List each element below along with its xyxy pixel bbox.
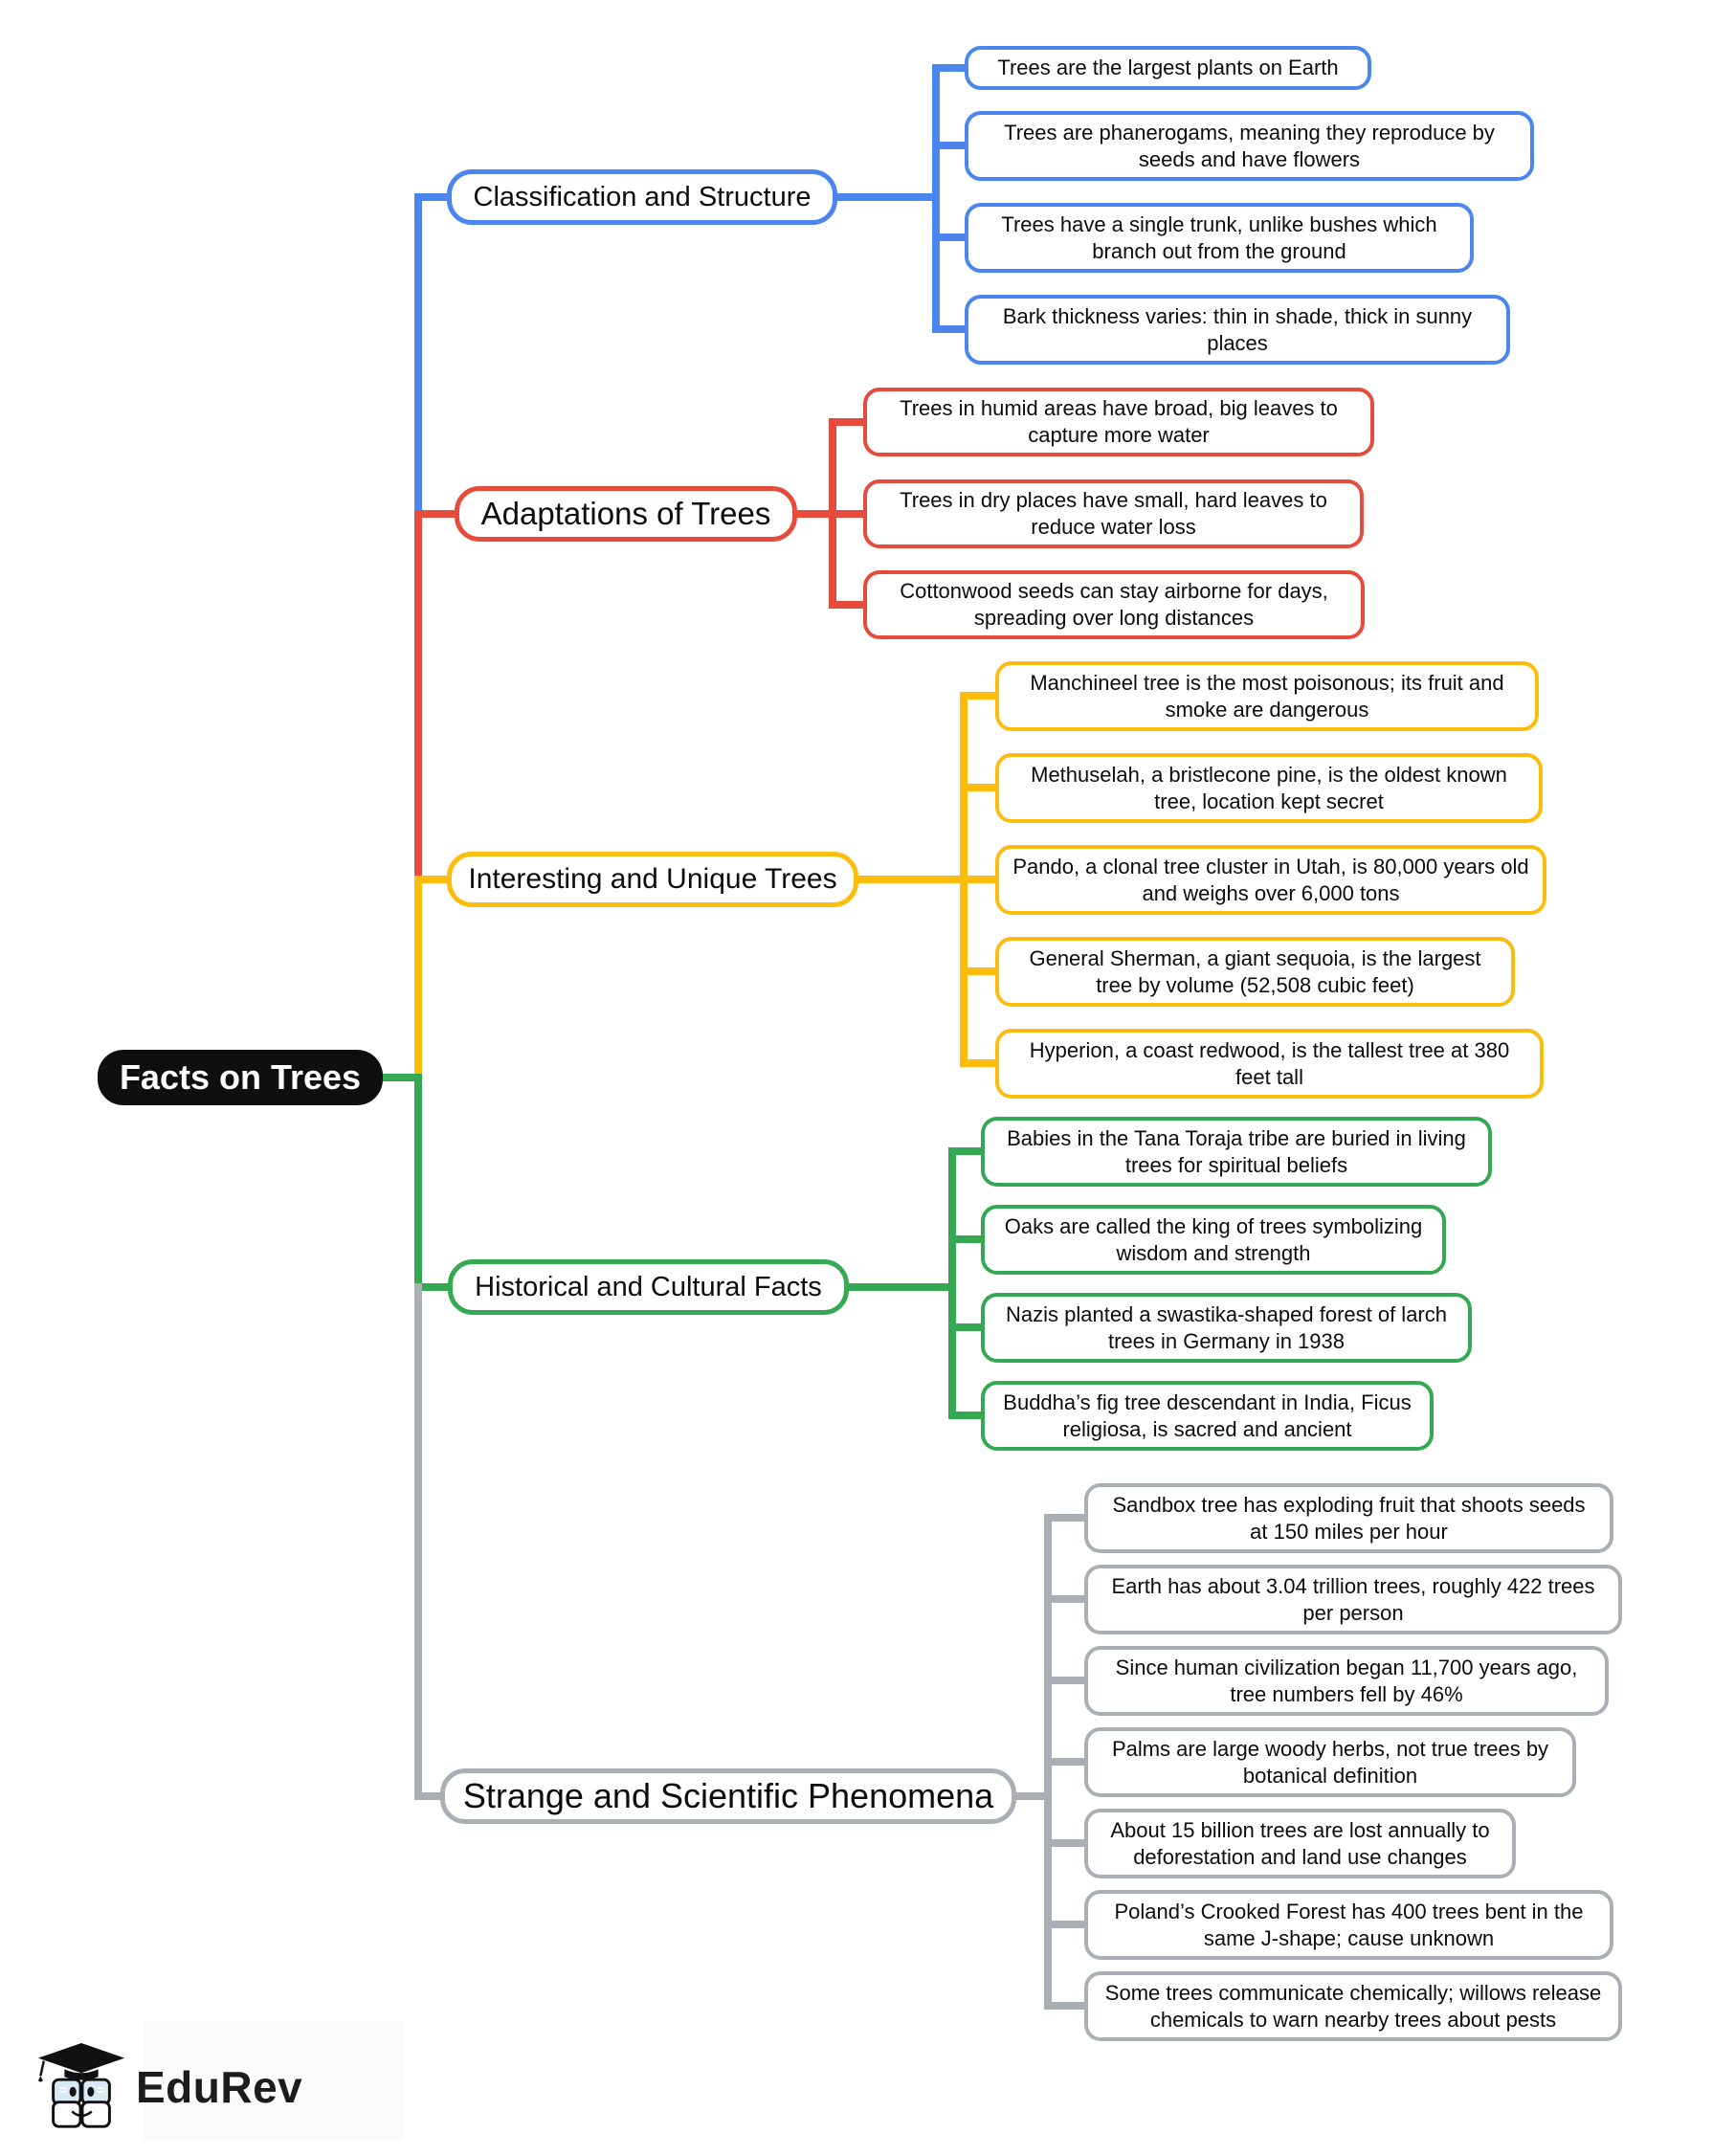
leaf-node	[995, 753, 1543, 823]
branch-label-strange	[440, 1768, 1016, 1824]
leaf-text: Sandbox tree has exploding fruit that shoots seeds at 150 miles per hour	[1112, 1492, 1586, 1544]
leaf-text: Hyperion, a coast redwood, is the tallest tree at 380 feet tall	[1029, 1037, 1510, 1089]
leaf-text: Poland’s Crooked Forest has 400 trees bent in the same J-shape; cause unknown	[1114, 1899, 1584, 1950]
leaf-text: About 15 billion trees are lost annually to deforestation and land use changes	[1110, 1817, 1490, 1869]
leaf-node	[1084, 1483, 1613, 1553]
branch-connector	[414, 876, 447, 883]
leaf-text: Bark thickness varies: thin in shade, thick in sunny places	[1002, 303, 1473, 355]
leaf-node	[863, 388, 1374, 456]
root-node-text: Facts on Trees	[119, 1057, 362, 1097]
leaf-node	[995, 661, 1539, 731]
leaf-text: Since human civilization began 11,700 years ago, tree numbers fell by 46%	[1115, 1655, 1578, 1706]
leaf-text: Methuselah, a bristlecone pine, is the oldest known tree, location kept secret	[1031, 762, 1507, 813]
leaf-node	[863, 479, 1364, 548]
leaf-text: Trees are phanerogams, meaning they reproduce by seeds and have flowers	[1004, 120, 1495, 171]
leaf-node	[1084, 1809, 1516, 1878]
leaf-text: General Sherman, a giant sequoia, is the largest tree by volume (52,508 cubic feet)	[1029, 945, 1481, 997]
leaf-node	[995, 845, 1546, 915]
spine-segment	[414, 876, 422, 1081]
leaf-node	[995, 937, 1515, 1007]
edurev-graduation-cap-mascot-icon	[34, 2040, 128, 2134]
spine-segment	[414, 193, 422, 518]
leaf-text: Trees are the largest plants on Earth	[997, 56, 1339, 79]
branch-label-text: Interesting and Unique Trees	[468, 863, 837, 895]
leaf-text: Earth has about 3.04 trillion trees, roughly 422 trees per person	[1111, 1573, 1595, 1625]
branch-label-interesting	[447, 852, 858, 907]
root-connector	[381, 1074, 422, 1081]
label-to-subspine-connector	[849, 1283, 956, 1291]
spine-segment	[414, 1283, 422, 1800]
leaf-text: Manchineel tree is the most poisonous; its fruit and smoke are dangerous	[1030, 670, 1504, 722]
root-node	[98, 1050, 383, 1105]
leaf-text: Palms are large woody herbs, not true trees by botanical definition	[1111, 1736, 1549, 1788]
branch-label-text: Adaptations of Trees	[480, 496, 771, 531]
leaf-node	[981, 1117, 1492, 1187]
branch-label-text: Strange and Scientific Phenomena	[462, 1776, 994, 1815]
label-to-subspine-connector	[837, 193, 940, 201]
subspine-line	[932, 64, 940, 333]
leaf-text: Trees have a single trunk, unlike bushes which branch out from the ground	[1001, 211, 1437, 263]
label-to-subspine-connector	[858, 876, 968, 883]
leaf-text: Pando, a clonal tree cluster in Utah, is 80,000 years old and weighs over 6,000 tons	[1012, 854, 1529, 905]
leaf-text: Nazis planted a swastika-shaped forest of larch trees in Germany in 1938	[1005, 1301, 1447, 1353]
leaf-text: Babies in the Tana Toraja tribe are buried in living trees for spiritual beliefs	[1007, 1125, 1466, 1177]
leaf-text: Oaks are called the king of trees symbolizing wisdom and strength	[1004, 1213, 1423, 1265]
leaf-text: Cottonwood seeds can stay airborne for days, spreading over long distances	[900, 579, 1328, 630]
leaf-node	[965, 203, 1474, 273]
leaf-node	[995, 1029, 1544, 1099]
edurev-brand-text: EduRev	[136, 2062, 303, 2112]
branch-connector	[414, 1792, 440, 1800]
leaf-node	[981, 1381, 1434, 1451]
branch-label-classification	[447, 169, 837, 225]
leaf-node	[965, 46, 1371, 90]
leaf-node	[981, 1293, 1472, 1363]
leaf-text: Buddha’s fig tree descendant in India, Ficus religiosa, is sacred and ancient	[1003, 1389, 1412, 1441]
branch-label-adaptations	[455, 486, 797, 542]
spine-segment	[414, 510, 422, 883]
leaf-text: Trees in dry places have small, hard leaves to reduce water loss	[900, 488, 1327, 539]
branch-connector	[414, 193, 447, 201]
leaf-node	[1084, 1727, 1576, 1797]
leaf-node	[981, 1205, 1446, 1275]
spine-segment	[414, 1074, 422, 1291]
leaf-node	[1084, 1565, 1622, 1634]
leaf-node	[965, 111, 1534, 181]
branch-label-text: Classification and Structure	[473, 181, 812, 212]
leaf-node	[1084, 1890, 1613, 1960]
branch-label-historical	[448, 1259, 849, 1315]
leaf-text: Trees in humid areas have broad, big leaves to capture more water	[900, 396, 1338, 447]
leaf-node	[1084, 1646, 1609, 1716]
branch-connector	[414, 510, 455, 518]
subspine-line	[948, 1147, 956, 1419]
leaf-node	[965, 295, 1510, 365]
leaf-text: Some trees communicate chemically; willows release chemicals to warn nearby trees about pests	[1104, 1980, 1602, 2032]
leaf-node	[1084, 1971, 1622, 2041]
leaf-node	[863, 570, 1365, 639]
branch-label-text: Historical and Cultural Facts	[475, 1271, 822, 1302]
